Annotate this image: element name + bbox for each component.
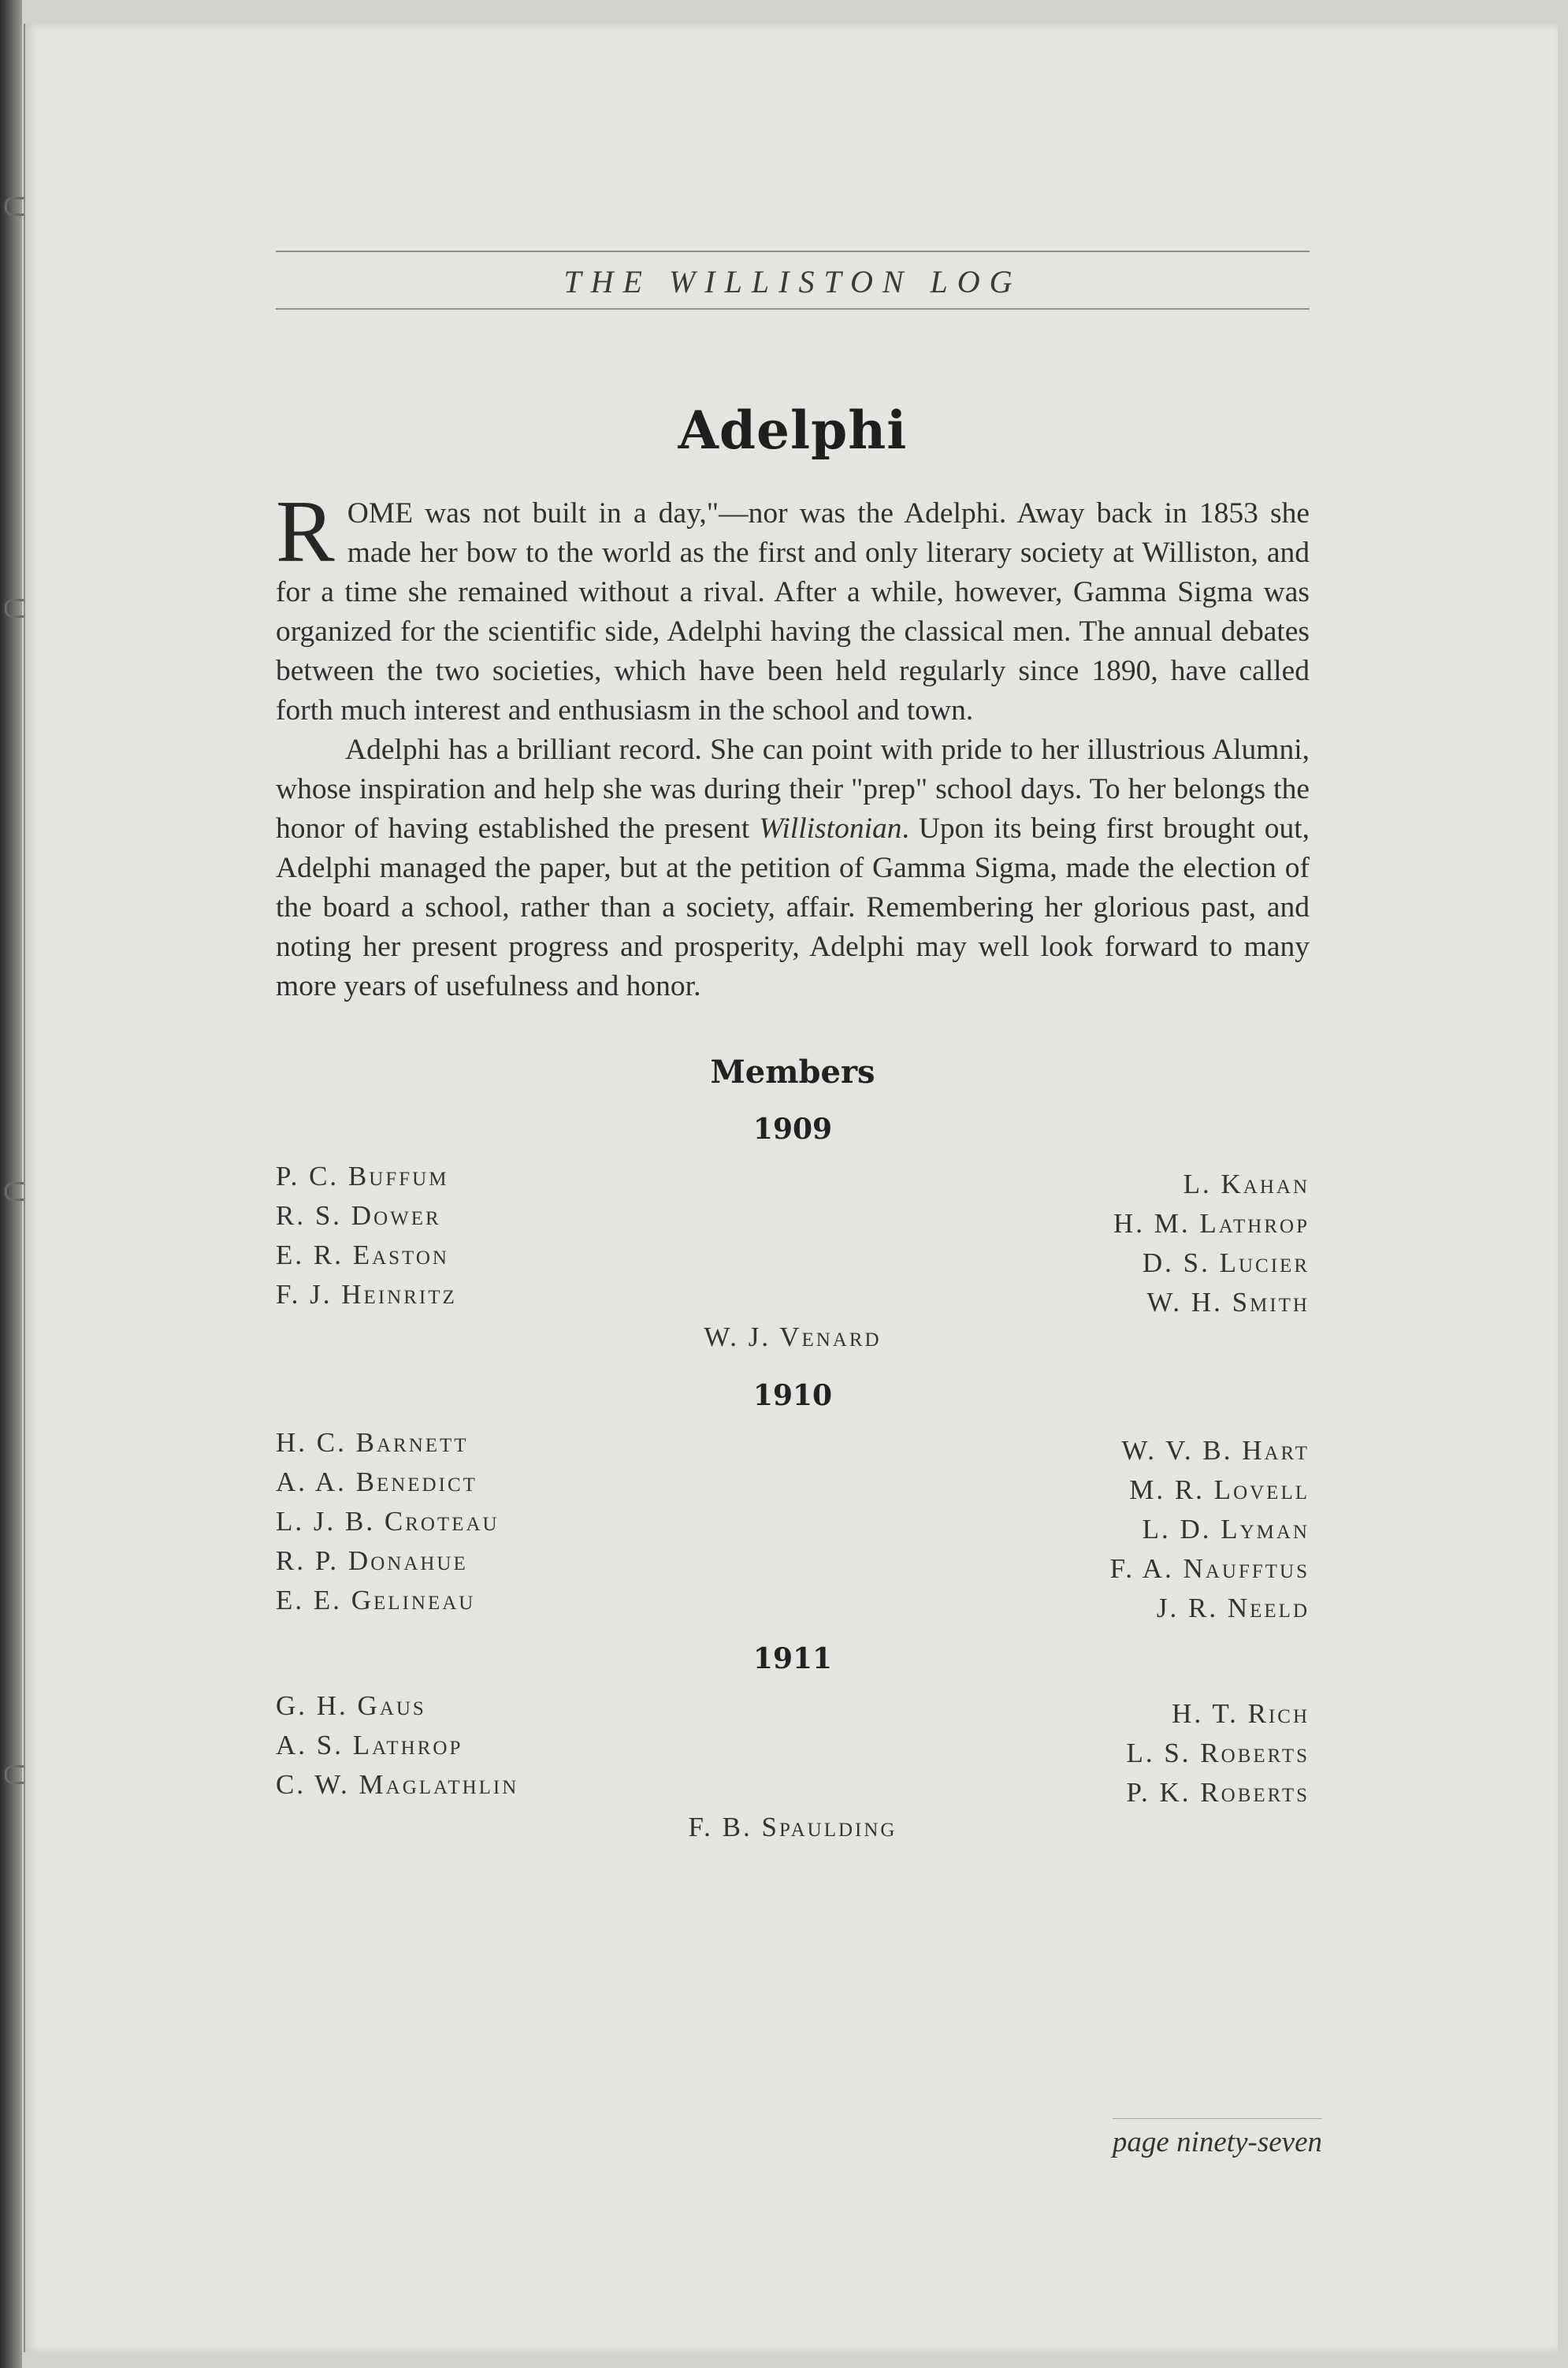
member-name: C. W. Maglathlin [276,1769,519,1800]
members-heading: Members [710,1054,875,1091]
member-name: L. Kahan [1183,1169,1310,1199]
paragraph-2-italic: Willistonian [759,812,902,845]
member-name: E. R. Easton [276,1240,449,1270]
member-name: W. V. B. Hart [1121,1435,1310,1466]
roster-right-column [1110,1431,1310,1628]
class-roster [276,1686,1310,1847]
roster-right-column [1113,1165,1310,1322]
member-name: H. T. Rich [1172,1698,1310,1729]
member-name: W. H. Smith [1146,1287,1310,1318]
member-name: D. S. Lucier [1142,1247,1310,1278]
member-name: E. E. Gelineau [276,1585,476,1615]
paragraph-1 [276,483,1310,730]
member-name: L. J. B. Croteau [276,1506,500,1537]
member-name: H. M. Lathrop [1113,1208,1310,1239]
paragraph-2-text-a: Adelphi has a brilliant record. She can point with pride to her illustrious Alumni, whose inspiration and help she was during their "prep" school days. To her belongs the honor of having established the present [276,734,1310,845]
header-rule-bottom [276,308,1310,310]
paragraph-2-text-b: . Upon its being first brought out, Adelphi managed the paper, but at the petition of Gamma Sigma, made the election of the board a school, rather than a society, affair. Remembering her glorious past, and noting her present progress and prosperity, Adelphi may well look forward to many more years of usefulness and honor. [276,812,1310,1002]
page-title: Adelphi [678,400,908,461]
member-name: A. A. Benedict [276,1467,477,1497]
running-head: THE WILLISTON LOG [563,264,1022,299]
member-name: P. C. Buffum [276,1161,449,1191]
member-name: J. R. Neeld [1156,1593,1310,1623]
member-name-center: F. B. Spaulding [688,1812,897,1842]
class-roster [276,1423,1310,1623]
member-name-center: W. J. Venard [704,1322,882,1352]
member-name: R. P. Donahue [276,1545,468,1576]
member-name: G. H. Gaus [276,1690,426,1721]
paragraph-2 [276,730,1310,1006]
member-name: F. A. Naufftus [1109,1553,1310,1584]
class-year: 1909 [752,1113,833,1146]
drop-cap: R [276,483,335,581]
member-name: L. S. Roberts [1126,1738,1310,1768]
paragraph-1-text: OME was not built in a day,"—nor was the Adelphi. Away back in 1853 she made her bow to the world as the first and only literary society at Williston, and for a time she remained without a rival. After a while, however, Gamma Sigma was organized for the scientific side, Adelphi having the classical men. The annual debates between the two societies, which have been held regularly since 1890, have called forth much interest and enthusiasm in the school and town. [276,497,1310,727]
member-name: L. D. Lyman [1142,1514,1310,1545]
class-year: 1911 [752,1642,833,1675]
page-content [276,251,1310,1847]
member-name: M. R. Lovell [1129,1474,1310,1505]
class-year: 1910 [752,1379,833,1412]
roster-right-column [1126,1694,1310,1812]
page-number-footer: page ninety-seven [1113,2118,1322,2159]
member-name: H. C. Barnett [276,1427,469,1458]
member-name: P. K. Roberts [1126,1777,1310,1808]
member-name: A. S. Lathrop [276,1730,463,1760]
member-name: F. J. Heinritz [276,1279,457,1310]
class-roster [276,1157,1310,1357]
member-name: R. S. Dower [276,1200,441,1231]
